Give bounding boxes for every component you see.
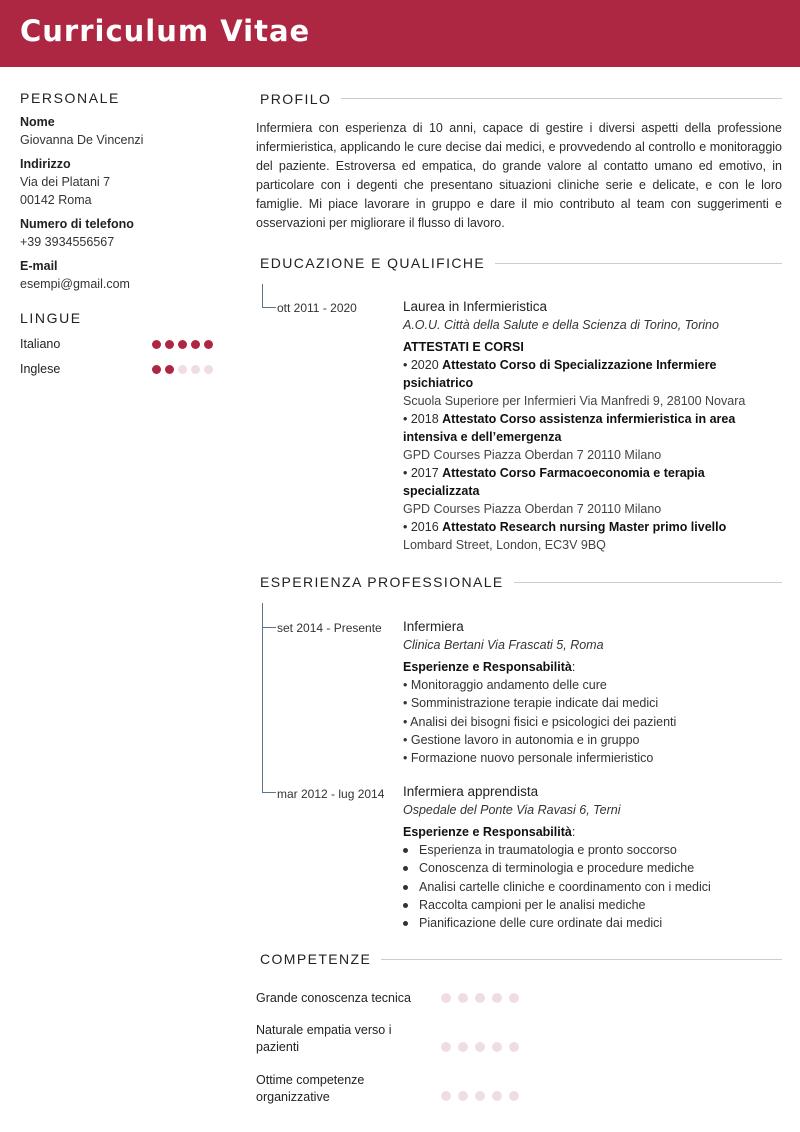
list-item: • Monitoraggio andamento delle cure <box>403 678 607 692</box>
language-level-dots <box>152 365 213 374</box>
list-item <box>403 878 783 896</box>
rating-dot <box>165 365 174 374</box>
resp-colon: : <box>571 825 576 839</box>
resp-list <box>403 841 783 932</box>
address-line-2: 00142 Roma <box>20 193 92 207</box>
header-bar <box>0 0 800 67</box>
rating-dot <box>458 1091 468 1101</box>
cert-place: GPD Courses Piazza Oberdan 7 20110 Milano <box>403 502 662 516</box>
rating-dot <box>492 993 502 1003</box>
resp-colon: : <box>571 660 576 674</box>
experience-timeline <box>262 603 263 793</box>
resp-list <box>403 676 783 767</box>
language-name: Inglese <box>20 362 61 376</box>
experience-tick <box>262 627 276 628</box>
language-name: Italiano <box>20 337 61 351</box>
cert-year: • 2016 <box>403 520 443 534</box>
education-rule <box>470 263 782 264</box>
rating-dot <box>475 1042 485 1052</box>
personal-heading: PERSONALE <box>20 90 120 106</box>
cert-year: • 2017 <box>403 466 443 480</box>
job-employer: Clinica Bertani Via Frascati 5, Roma <box>403 638 604 652</box>
cert-item <box>403 518 783 536</box>
job-date: set 2014 - Presente <box>277 621 382 635</box>
skill-level-dots <box>441 1091 519 1101</box>
skill-name: Naturale empatia verso i pazienti <box>256 1023 392 1054</box>
experience-rule <box>486 582 782 583</box>
document-title: Curriculum Vitae <box>20 14 311 48</box>
list-item: • Gestione lavoro in autonomia e in gruppo <box>403 732 640 747</box>
email-value: esempi@gmail.com <box>20 277 130 291</box>
list-item-text: Raccolta campioni per le analisi mediche <box>419 897 646 912</box>
education-entry <box>403 298 783 554</box>
list-item-text: Esperienza in traumatologia e pronto soccorso <box>419 843 677 857</box>
cert-item <box>403 464 783 500</box>
rating-dot <box>492 1042 502 1052</box>
rating-dot <box>152 365 161 374</box>
phone-label: Numero di telefono <box>20 217 134 231</box>
rating-dot <box>475 993 485 1003</box>
certs-heading: ATTESTATI E CORSI <box>403 340 524 354</box>
resp-label: Esperienze e Responsabilità <box>403 660 572 674</box>
rating-dot <box>509 1042 519 1052</box>
profile-heading: PROFILO <box>260 89 341 109</box>
rating-dot <box>204 340 213 349</box>
cert-item <box>403 410 783 446</box>
email-label: E-mail <box>20 259 58 273</box>
rating-dot <box>509 993 519 1003</box>
phone-value: +39 3934556567 <box>20 235 115 249</box>
rating-dot <box>441 1042 451 1052</box>
cert-title: Attestato Corso di Specializzazione Infermiere psichiatrico <box>403 358 717 390</box>
list-item <box>403 896 783 914</box>
list-item-text: Analisi cartelle cliniche e coordinamento con i medici <box>419 879 711 894</box>
cert-title: Attestato Corso assistenza infermieristica in area intensiva e dell’emergenza <box>403 412 736 444</box>
language-row <box>20 335 225 360</box>
list-item: • Somministrazione terapie indicate dai medici <box>403 696 659 711</box>
list-item: • Analisi dei bisogni fisici e psicologici dei pazienti <box>403 714 677 729</box>
name-label: Nome <box>20 115 55 129</box>
education-heading: EDUCAZIONE E QUALIFICHE <box>260 253 495 273</box>
list-item <box>403 841 783 859</box>
rating-dot <box>178 365 187 374</box>
experience-tick <box>262 792 276 793</box>
bullet-icon <box>403 866 408 871</box>
resp-label: Esperienze e Responsabilità <box>403 825 572 839</box>
sidebar <box>20 88 225 385</box>
cert-year: • 2020 <box>403 358 443 372</box>
education-timeline <box>262 284 263 308</box>
bullet-icon <box>403 903 408 908</box>
rating-dot <box>441 1091 451 1101</box>
profile-rule <box>336 98 782 99</box>
cert-title: Attestato Corso Farmacoeconomia e terapia specializzata <box>403 466 705 498</box>
job-title: Infermiera apprendista <box>403 784 539 799</box>
list-item-text: Pianificazione delle cure ordinate dai medici <box>419 916 663 931</box>
rating-dot <box>152 340 161 349</box>
address-label: Indirizzo <box>20 157 71 171</box>
degree-title: Laurea in Infermieristica <box>403 299 548 314</box>
address-line-1: Via dei Platani 7 <box>20 175 111 189</box>
rating-dot <box>458 993 468 1003</box>
education-tick <box>262 307 276 308</box>
skill-level-dots <box>441 1042 519 1052</box>
skill-name: Ottime competenze organizzative <box>256 1073 365 1104</box>
bullet-icon <box>403 848 408 853</box>
education-date: ott 2011 - 2020 <box>277 301 357 315</box>
cert-place: GPD Courses Piazza Oberdan 7 20110 Milano <box>403 448 662 462</box>
language-row <box>20 360 225 385</box>
skills-heading: COMPETENZE <box>260 949 381 969</box>
cert-title: Attestato Research nursing Master primo livello <box>442 520 727 534</box>
job-date: mar 2012 - lug 2014 <box>277 787 385 801</box>
languages-list <box>20 335 225 385</box>
cert-place: Scuola Superiore per Infermieri Via Manfredi 9, 28100 Novara <box>403 394 746 408</box>
languages-heading: LINGUE <box>20 310 82 326</box>
language-level-dots <box>152 340 213 349</box>
resp-heading <box>403 823 783 841</box>
resp-heading <box>403 658 783 676</box>
job-entry <box>403 783 783 932</box>
list-item <box>403 859 783 877</box>
experience-heading: ESPERIENZA PROFESSIONALE <box>260 572 514 592</box>
rating-dot <box>178 340 187 349</box>
rating-dot <box>165 340 174 349</box>
list-item: • Formazione nuovo personale infermieristico <box>403 751 654 766</box>
rating-dot <box>509 1091 519 1101</box>
name-value: Giovanna De Vincenzi <box>20 133 144 147</box>
rating-dot <box>191 365 200 374</box>
rating-dot <box>204 365 213 374</box>
job-entry <box>403 618 783 767</box>
bullet-icon <box>403 885 408 890</box>
rating-dot <box>492 1091 502 1101</box>
list-item-text: Conoscenza di terminologia e procedure mediche <box>419 861 695 876</box>
rating-dot <box>441 993 451 1003</box>
bullet-icon <box>403 921 408 926</box>
rating-dot <box>458 1042 468 1052</box>
skill-level-dots <box>441 993 519 1003</box>
job-employer: Ospedale del Ponte Via Ravasi 6, Terni <box>403 803 621 817</box>
cert-year: • 2018 <box>403 412 443 426</box>
institution: A.O.U. Città della Salute e della Scienza di Torino, Torino <box>403 318 719 332</box>
rating-dot <box>191 340 200 349</box>
list-item <box>403 914 783 932</box>
skills-rule <box>368 959 782 960</box>
profile-text: Infermiera con esperienza di 10 anni, capace di gestire i diversi aspetti della professione infermieristica, applicando le cure decise dai medici, e provvedendo al controllo e monitoraggio del paziente. Estroversa ed empatica, do grande valore al contatto umano ed emotivo, in particolare con i degenti che presentano situazioni cliniche serie e delicate, e con le loro famiglie. Mi piace lavorare in gruppo e dare il mio contributo al team con suggerimenti e osservazioni per migliorare il flusso di lavoro. <box>256 121 782 230</box>
cert-place: Lombard Street, London, EC3V 9BQ <box>403 538 606 552</box>
skill-name: Grande conoscenza tecnica <box>256 991 411 1005</box>
rating-dot <box>475 1091 485 1101</box>
cert-item <box>403 356 783 392</box>
job-title: Infermiera <box>403 619 464 634</box>
